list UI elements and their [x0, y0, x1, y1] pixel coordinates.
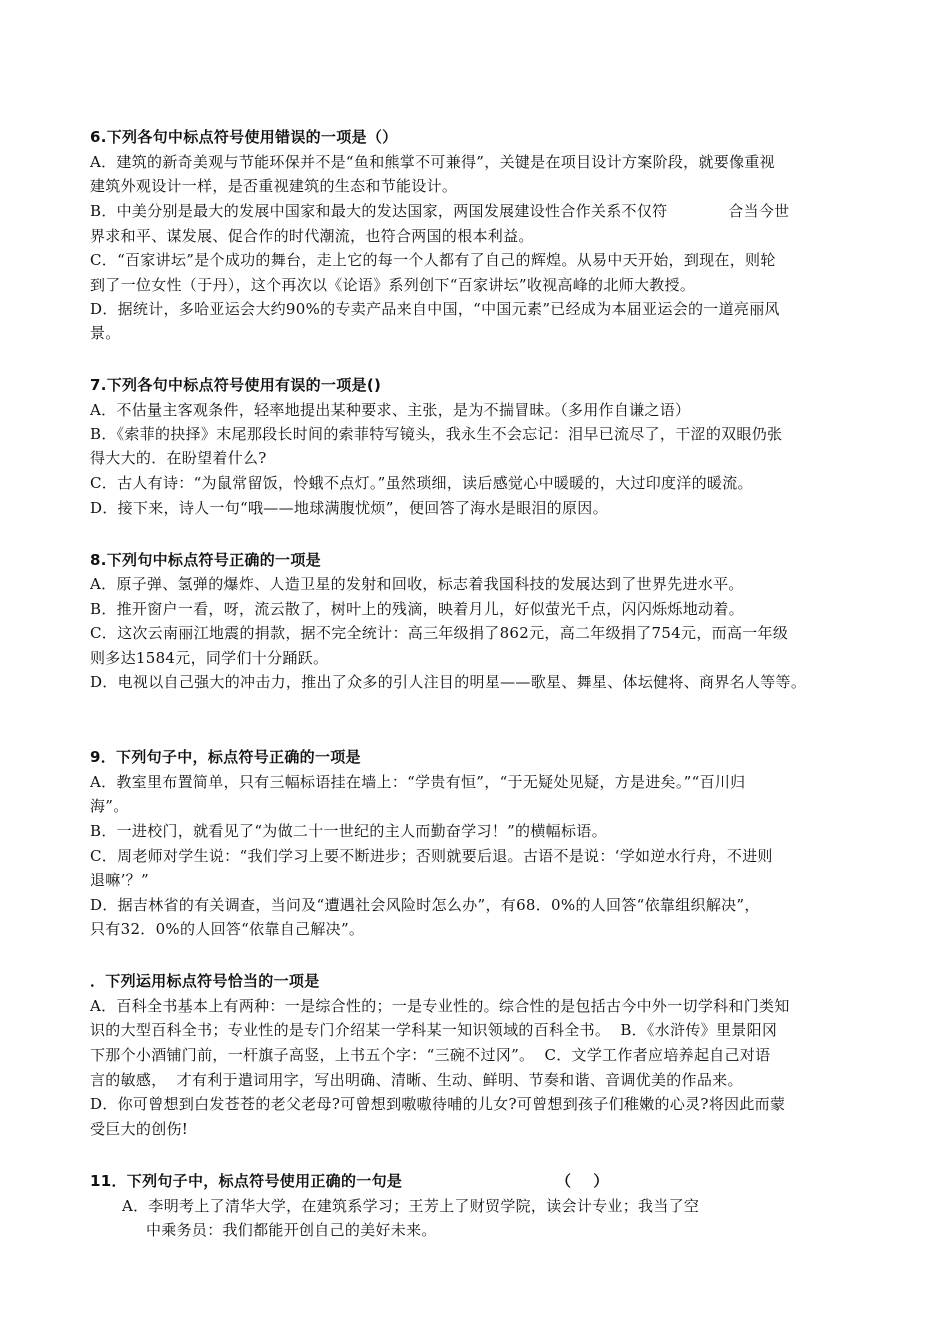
question-8-heading: 8.下列句中标点符号正确的一项是	[90, 551, 321, 569]
question-7-line: D．接下来，诗人一句“哦——地球满腹忧烦”，便回答了海水是眼泪的原因。	[90, 499, 608, 517]
question-9-line: B．一进校门，就看见了“为做二十一世纪的主人而勤奋学习！”的横幅标语。	[90, 822, 607, 840]
question-10-line: A．百科全书基本上有两种：一是综合性的；一是专业性的。综合性的是包括古今中外一切学科和门类知	[90, 997, 790, 1015]
question-6-line: 景。	[90, 324, 121, 342]
question-6-line: D．据统计，多哈亚运会大约90%的专卖产品来自中国，“中国元素”已经成为本届亚运会的一道亮丽风	[90, 300, 780, 318]
question-8-line: D．电视以自己强大的冲击力，推出了众多的引人注目的明星——歌星、舞星、体坛健将、商界名人等等。	[90, 673, 807, 691]
question-10-line: 受巨大的创伤!	[90, 1120, 189, 1138]
question-10-heading: ．下列运用标点符号恰当的一项是	[90, 972, 320, 990]
question-8-line: 则多达1584元，同学们十分踊跃。	[90, 649, 329, 667]
question-7-line: C．古人有诗：“为鼠常留饭，怜蛾不点灯。”虽然琐细，读后感觉心中暖暖的，大过印度洋的暖流。	[90, 474, 753, 492]
question-8-line: B．推开窗户一看，呀，流云散了，树叶上的残滴，映着月儿，好似萤光千点，闪闪烁烁地动着。	[90, 600, 744, 618]
question-11-line: 中乘务员：我们都能开创自己的美好未来。	[146, 1221, 437, 1239]
question-10-line: 识的大型百科全书；专业性的是专门介绍某一学科某一知识领域的百科全书。 B．《水浒传》里景阳冈	[90, 1021, 778, 1039]
question-8-line: C．这次云南丽江地震的捐款，据不完全统计：高三年级捐了862元，高二年级捐了754元，而高一年级	[90, 624, 789, 642]
question-9-heading: 9．下列句子中，标点符号正确的一项是	[90, 748, 361, 766]
question-6-line: A．建筑的新奇美观与节能环保并不是“鱼和熊掌不可兼得”，关键是在项目设计方案阶段，就要像重视	[90, 153, 775, 171]
question-6-line: 建筑外观设计一样，是否重视建筑的生态和节能设计。	[90, 177, 458, 195]
question-6-line: 到了一位女性（于丹），这个再次以《论语》系列创下“百家讲坛”收视高峰的北师大教授。	[90, 276, 696, 294]
question-6-line: B．中美分别是最大的发展中国家和最大的发达国家，两国发展建设性合作关系不仅符 合当今世	[90, 202, 790, 220]
question-10-line: 下那个小酒铺门前，一杆旗子高竖，上书五个字：“三碗不过冈”。 C．文学工作者应培养起自己对语	[90, 1046, 771, 1064]
question-9-line: 海”。	[90, 797, 129, 815]
question-10-line: D．你可曾想到白发苍苍的老父老母?可曾想到嗷嗷待哺的儿女?可曾想到孩子们稚嫩的心灵?将因此而蒙	[90, 1095, 786, 1113]
question-7-line: B．《索菲的抉择》末尾那段长时间的索菲特写镜头，我永生不会忘记：泪早已流尽了，干涩的双眼仍张	[90, 425, 783, 443]
answer-parentheses: （ ）	[556, 1172, 609, 1190]
question-9-line: C．周老师对学生说：“我们学习上要不断进步；否则就要后退。古语不是说：‘学如逆水行舟，不进则	[90, 847, 773, 865]
question-9-line: 退嘛’？”	[90, 871, 149, 889]
question-6-line: C．“百家讲坛”是个成功的舞台，走上它的每一个人都有了自己的辉煌。从易中天开始，到现在，则轮	[90, 251, 776, 269]
question-6-line: 界求和平、谋发展、促合作的时代潮流，也符合两国的根本利益。	[90, 227, 534, 245]
question-7-line: 得大大的．在盼望着什么?	[90, 449, 267, 467]
question-8-line: A．原子弹、氢弹的爆炸、人造卫星的发射和回收，标志着我国科技的发展达到了世界先进水平。	[90, 575, 744, 593]
question-7-heading: 7.下列各句中标点符号使用有误的一项是()	[90, 376, 382, 394]
question-9-line: D．据吉林省的有关调查，当问及“遭遇社会风险时怎么办”，有68．0%的人回答“依靠组织解决”，	[90, 896, 760, 914]
question-9-line: A．教室里布置简单，只有三幅标语挂在墙上：“学贵有恒”，“于无疑处见疑，方是进矣。”“百川归	[90, 773, 746, 791]
question-9-line: 只有32．0%的人回答“依靠自己解决”。	[90, 920, 365, 938]
question-7-line: A．不估量主客观条件，轻率地提出某种要求、主张，是为不揣冒昧。（多用作自谦之语）	[90, 401, 691, 419]
question-10-line: 言的敏感， 才有利于遣词用字，写出明确、清晰、生动、鲜明、节奏和谐、音调优美的作品来。	[90, 1071, 743, 1089]
question-11-line: A．李明考上了清华大学，在建筑系学习；王芳上了财贸学院，读会计专业；我当了空	[122, 1197, 700, 1215]
question-6-heading: 6.下列各句中标点符号使用错误的一项是（）	[90, 128, 398, 146]
question-11-heading: 11．下列句子中，标点符号使用正确的一句是	[90, 1172, 403, 1190]
